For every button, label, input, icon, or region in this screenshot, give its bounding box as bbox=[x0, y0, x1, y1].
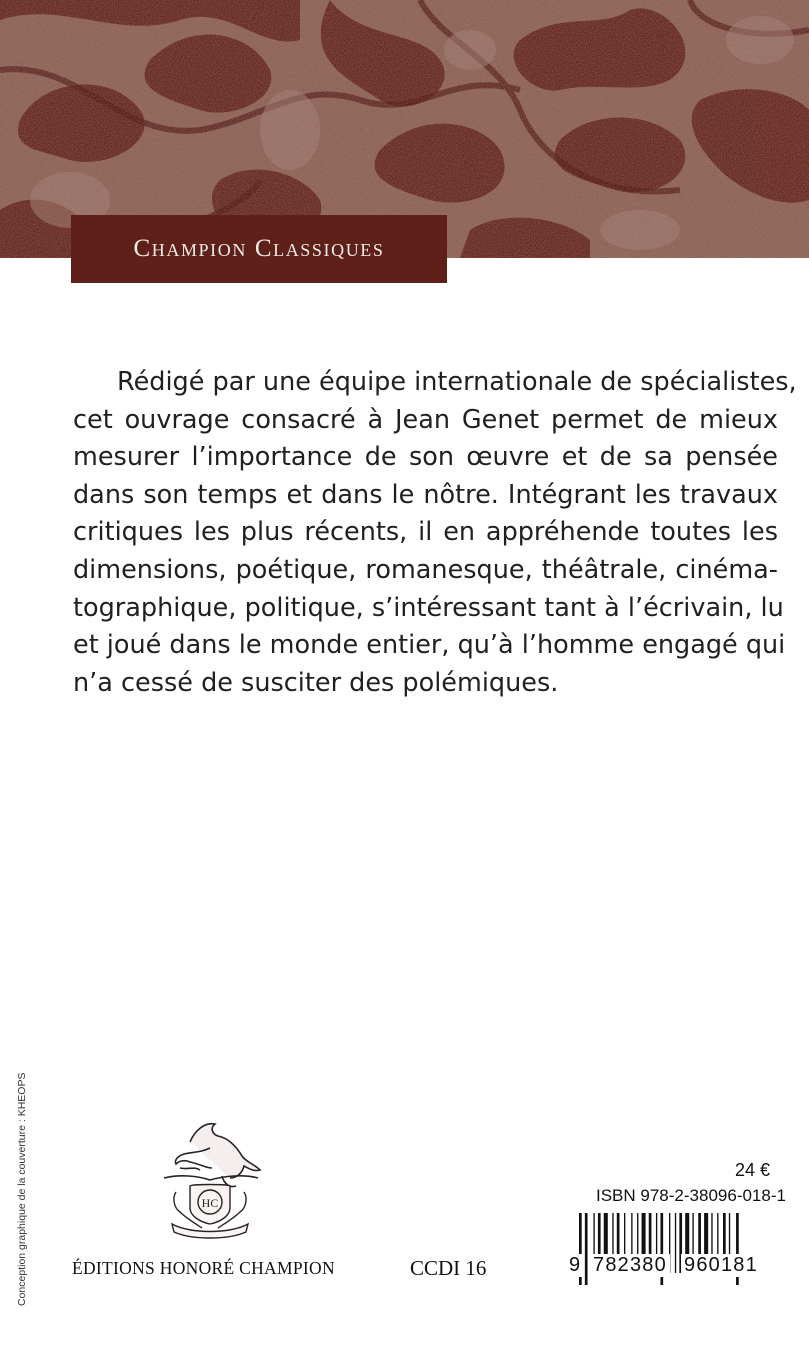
blurb-line: n’a cessé de susciter des polémiques. bbox=[73, 667, 559, 698]
blurb-line: mesurer l’importance de son œuvre et de sa pensée bbox=[73, 442, 778, 473]
barcode-bar bbox=[585, 1213, 588, 1285]
blurb-line: dimensions, poétique, romanesque, théâtrale, cinéma- bbox=[73, 554, 778, 585]
back-cover-blurb bbox=[73, 364, 797, 702]
blurb-line: et joué dans le monde entier, qu’à l’homme engagé qui bbox=[73, 630, 786, 661]
blurb-line: critiques les plus récents, il en appréhende toutes les bbox=[73, 517, 778, 548]
publisher-name: ÉDITIONS HONORÉ CHAMPION bbox=[72, 1258, 335, 1278]
blurb-line: dans son temps et dans le nôtre. Intégrant les travaux bbox=[73, 479, 778, 510]
series-label-box bbox=[71, 215, 447, 283]
collection-code: CCDI 16 bbox=[410, 1256, 487, 1280]
blurb-line: cet ouvrage consacré à Jean Genet permet de mieux bbox=[73, 404, 778, 435]
barcode-digit-first: 9 bbox=[566, 1254, 583, 1277]
barcode-digit-group-right: 960181 bbox=[681, 1254, 761, 1277]
isbn-number: ISBN 978-2-38096-018-1 bbox=[596, 1186, 786, 1205]
series-title-initial-1: C bbox=[133, 235, 152, 262]
barcode-digit-group-left: 782380 bbox=[590, 1254, 670, 1277]
barcode-bar bbox=[675, 1213, 676, 1273]
logo-monogram: HC bbox=[201, 1196, 219, 1210]
cover-design-credit: Conception graphique de la couverture : KHEOPS bbox=[16, 1072, 28, 1306]
series-title-rest-1: hampion bbox=[151, 235, 255, 262]
publisher-horse-logo-icon bbox=[150, 1112, 270, 1240]
blurb-line: tographique, politique, s’intéressant tant à l’écrivain, lu bbox=[73, 592, 784, 623]
price: 24 € bbox=[735, 1160, 771, 1180]
series-title-initial-2: C bbox=[254, 235, 274, 262]
series-title bbox=[133, 235, 384, 263]
blurb-line: Rédigé par une équipe internationale de spécialistes, bbox=[117, 367, 797, 397]
series-title-rest-2: lassiques bbox=[273, 235, 385, 262]
